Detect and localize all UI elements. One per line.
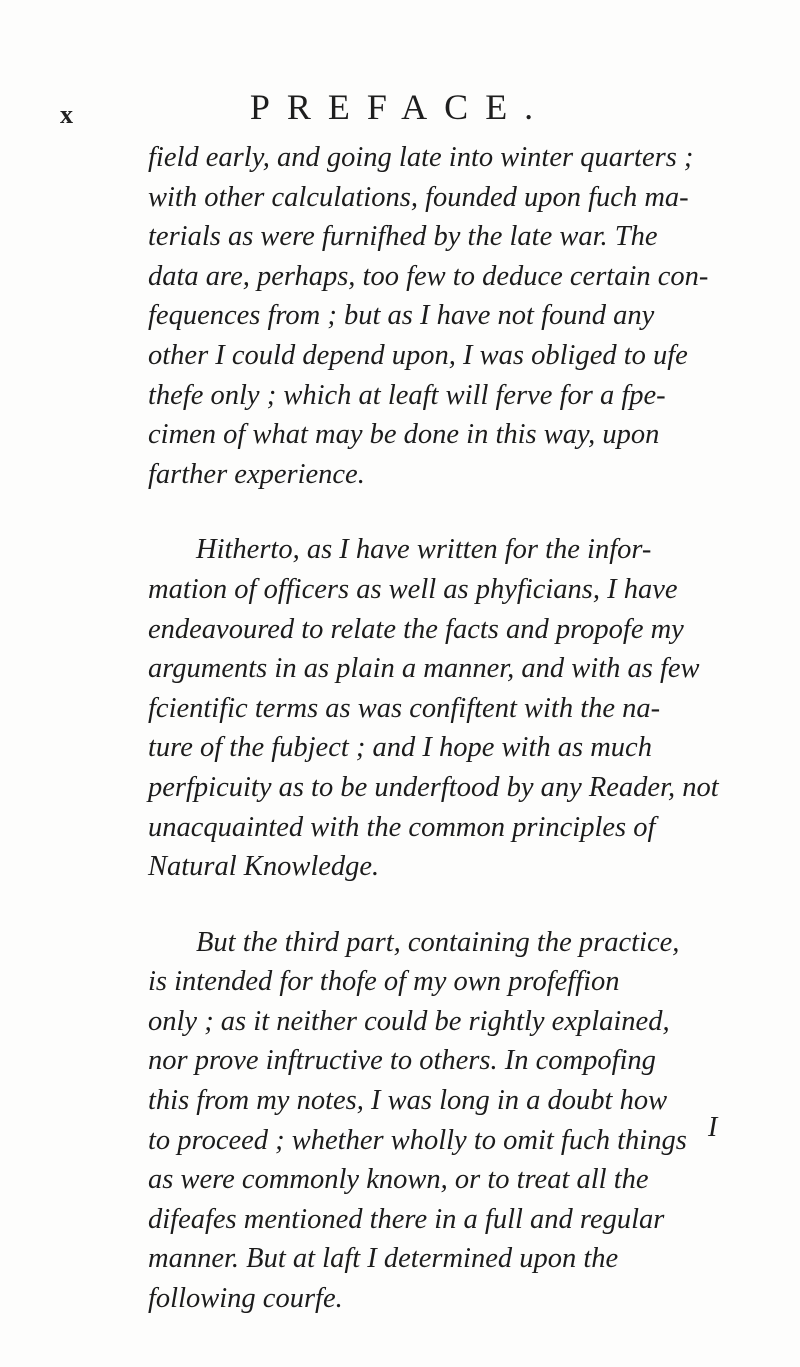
- text-line: manner. But at laft I determined upon the: [148, 1243, 619, 1275]
- text-line: perfpicuity as to be underftood by any Reader, not: [148, 771, 719, 803]
- text-line: is intended for thofe of my own profeffion: [148, 966, 620, 998]
- text-line: other I could depend upon, I was obliged to ufe: [148, 339, 688, 371]
- text-line: nor prove inftructive to others. In compofing: [148, 1045, 656, 1077]
- text-line: field early, and going late into winter quarters ;: [148, 142, 694, 173]
- text-line: to proceed ; whether wholly to omit fuch things: [148, 1124, 687, 1156]
- text-line: unacquainted with the common principles of: [148, 811, 656, 843]
- text-line: fcientific terms as was confiftent with the na-: [148, 692, 661, 724]
- text-line: mation of officers as well as phyficians, I have: [148, 573, 678, 605]
- text-line: following courfe.: [148, 1283, 343, 1315]
- text-line: farther experience.: [148, 458, 365, 490]
- body-text: [148, 138, 763, 1319]
- paragraph-3: [148, 923, 763, 1319]
- paragraph-1: [148, 138, 763, 494]
- signature-mark: x: [60, 100, 73, 129]
- text-line: difeafes mentioned there in a full and regular: [148, 1203, 665, 1235]
- text-line: thefe only ; which at leaft will ferve for a fpe-: [148, 379, 666, 411]
- text-line: with other calculations, founded upon fuch ma-: [148, 181, 689, 213]
- text-line: But the third part, containing the practice,: [196, 926, 680, 958]
- catchword: I: [708, 1112, 718, 1143]
- text-line: cimen of what may be done in this way, upon: [148, 419, 660, 451]
- text-line: Natural Knowledge.: [148, 851, 380, 883]
- text-line: this from my notes, I was long in a doubt how: [148, 1085, 668, 1117]
- running-head: PREFACE.: [249, 87, 551, 127]
- text-line: terials as were furnifhed by the late war. The: [148, 221, 658, 253]
- text-line: ture of the fubject ; and I hope with as much: [148, 732, 652, 764]
- text-line: arguments in as plain a manner, and with as few: [148, 653, 700, 685]
- text-line: data are, perhaps, too few to deduce certain con-: [148, 260, 709, 292]
- text-line: as were commonly known, or to treat all the: [148, 1164, 649, 1196]
- text-line: endeavoured to relate the facts and propofe my: [148, 613, 684, 645]
- text-line: Hitherto, as I have written for the infor-: [196, 534, 652, 566]
- text-line: fequences from ; but as I have not found any: [148, 300, 655, 332]
- paragraph-2: [148, 530, 763, 886]
- text-line: only ; as it neither could be rightly explained,: [148, 1005, 670, 1037]
